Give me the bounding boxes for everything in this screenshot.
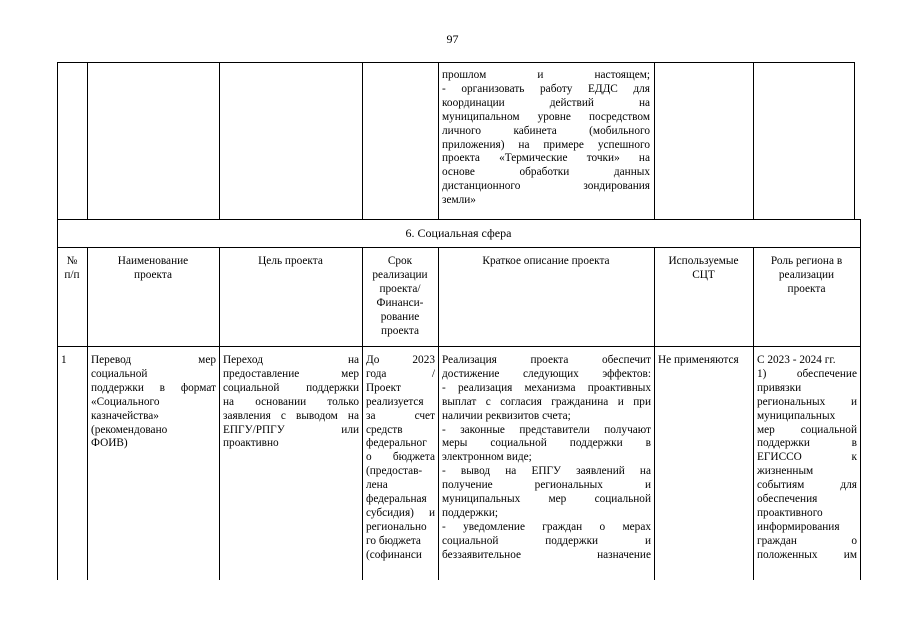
text-line: Проект <box>366 381 401 394</box>
text-line: информирования <box>757 520 840 533</box>
row-border <box>57 247 860 248</box>
text-line: ФОИВ) <box>91 437 128 450</box>
text-line: (софинанси <box>366 548 422 561</box>
header-text: проекта <box>381 324 419 337</box>
text-line: го бюджета <box>366 534 421 547</box>
header-text: п/п <box>64 268 80 281</box>
col-border <box>854 62 855 219</box>
text-line: получение региональных и <box>442 479 651 492</box>
text-line: - организовать работу ЕДДС для <box>442 82 650 95</box>
table-top-border <box>57 62 854 63</box>
text-line: До 2023 <box>366 354 435 366</box>
text-line: субсидия) и <box>366 506 435 519</box>
text-line: основе обработки данных <box>442 166 650 179</box>
text-line: привязки <box>757 381 802 394</box>
header-text: Срок <box>387 255 413 267</box>
col-border <box>57 62 58 219</box>
text-line: регионально <box>366 520 427 533</box>
text-line: наличии реквизитов счета; <box>442 409 571 422</box>
text-line: выплат с согласия гражданина и при <box>442 395 651 408</box>
text-line: событиям для <box>757 479 857 492</box>
text-line: лена <box>366 479 388 492</box>
text-line: поддержки в формат <box>91 381 216 394</box>
header-text: Наименование <box>117 255 189 267</box>
text-line: (предостав- <box>366 465 423 478</box>
col-border <box>753 62 754 219</box>
header-name <box>87 255 219 283</box>
row-border <box>57 219 860 220</box>
text-line: «Социального <box>91 395 160 408</box>
text-line: Перевод мер <box>91 354 216 366</box>
text-line: социальной поддержки и <box>442 534 651 547</box>
header-text: Цель проекта <box>258 255 323 267</box>
row1-role <box>757 354 857 563</box>
text-line: региональных и <box>757 395 857 408</box>
text-line: на основании только <box>223 395 359 408</box>
text-line: проактивного <box>757 506 823 519</box>
text-line: С 2023 - 2024 гг. <box>757 354 836 366</box>
text-line: дистанционного зондирования <box>442 180 650 193</box>
col-border <box>654 247 655 580</box>
header-text: Финанси- <box>376 296 424 309</box>
col-border <box>438 247 439 580</box>
col-border <box>362 62 363 219</box>
text-line: личного кабинета (мобильного <box>442 124 650 137</box>
text-line: (рекомендовано <box>91 423 168 436</box>
text-line: положенных им <box>757 548 857 561</box>
text-line: поддержки; <box>442 506 499 519</box>
text-line: Переход на <box>223 354 359 366</box>
page-number: 97 <box>446 32 459 46</box>
text-line: электронном виде; <box>442 451 532 464</box>
section-title: 6. Социальная сфера <box>405 226 512 240</box>
header-text: проекта <box>134 268 172 281</box>
text-line: координации действий на <box>442 96 650 109</box>
text-line: обеспечения <box>757 493 818 506</box>
text-line: достижение следующих эффектов: <box>442 367 651 380</box>
text-line: жизненным <box>757 465 814 478</box>
row1-tech: Не применяются <box>658 354 739 366</box>
text-line: проактивно <box>223 437 279 450</box>
row1-num: 1 <box>61 354 67 366</box>
col-border <box>753 247 754 580</box>
text-line: - вывод на ЕПГУ заявлений на <box>442 465 651 478</box>
col-border <box>87 247 88 580</box>
col-border <box>57 247 58 580</box>
header-text: Роль региона в <box>770 255 843 267</box>
row1-term <box>366 354 435 563</box>
header-tech <box>654 255 753 283</box>
header-text: СЦТ <box>692 268 715 281</box>
text-line: социальной <box>91 367 148 380</box>
text-line: - законные представители получают <box>442 423 651 436</box>
text-line: муниципальных мер социальной <box>442 493 651 506</box>
text-line: поддержки в <box>757 437 857 450</box>
text-line: 1) обеспечение <box>757 367 857 380</box>
text-line: муниципальных <box>757 409 836 422</box>
header-description <box>438 255 654 269</box>
col-border <box>87 62 88 219</box>
row1-goal <box>223 354 359 451</box>
col-border <box>219 62 220 219</box>
text-line: социальной поддержки <box>223 381 359 394</box>
text-line: года / <box>366 367 435 380</box>
text-line: земли» <box>442 194 476 207</box>
text-line: средств <box>366 423 403 436</box>
text-line: граждан о <box>757 534 857 547</box>
header-term <box>362 255 438 338</box>
text-line: муниципальном уровне посредством <box>442 110 650 123</box>
text-line: приложения) на примере успешного <box>442 138 650 151</box>
text-line: казначейства» <box>91 409 159 422</box>
row-border <box>57 346 860 347</box>
header-goal <box>219 255 362 269</box>
header-text: № <box>66 255 78 267</box>
col-border <box>438 62 439 219</box>
header-num <box>57 255 87 283</box>
text-line: заявления с выводом на <box>223 409 359 422</box>
header-text: проекта <box>787 282 826 295</box>
header-text: проекта/ <box>379 282 421 295</box>
text-line: ЕГИССО к <box>757 451 857 464</box>
text-line: реализуется <box>366 395 424 408</box>
header-text: Используемые <box>668 255 739 267</box>
text-line: предоставление мер <box>223 367 359 380</box>
header-text: рование <box>380 310 420 323</box>
text-line: ЕПГУ/РПГУ или <box>223 423 359 436</box>
col-border <box>860 219 861 247</box>
text-line: беззаявительное назначение <box>442 548 651 561</box>
header-text: Краткое описание проекта <box>482 255 610 267</box>
text-line: Реализация проекта обеспечит <box>442 354 651 366</box>
text-line: о бюджета <box>366 451 435 464</box>
text-line: - уведомление граждан о мерах <box>442 520 651 533</box>
text-line: федеральная <box>366 493 427 506</box>
text-line: проекта «Термические точки» на <box>442 152 650 165</box>
header-text: реализации <box>372 268 428 281</box>
text-line: меры социальной поддержки в <box>442 437 651 450</box>
text-line: за счет <box>366 409 435 422</box>
top-row-description <box>442 69 650 208</box>
text-line: - реализация механизма проактивных <box>442 381 651 394</box>
row1-description <box>442 354 651 563</box>
col-border <box>860 247 861 580</box>
col-border <box>654 62 655 219</box>
text-line: федеральног <box>366 437 427 450</box>
header-text: реализации <box>778 268 835 281</box>
text-line: мер социальной <box>757 423 857 436</box>
col-border <box>219 247 220 580</box>
row1-name <box>91 354 216 451</box>
text-line: прошлом и настоящем; <box>442 69 650 81</box>
header-role <box>753 255 860 297</box>
